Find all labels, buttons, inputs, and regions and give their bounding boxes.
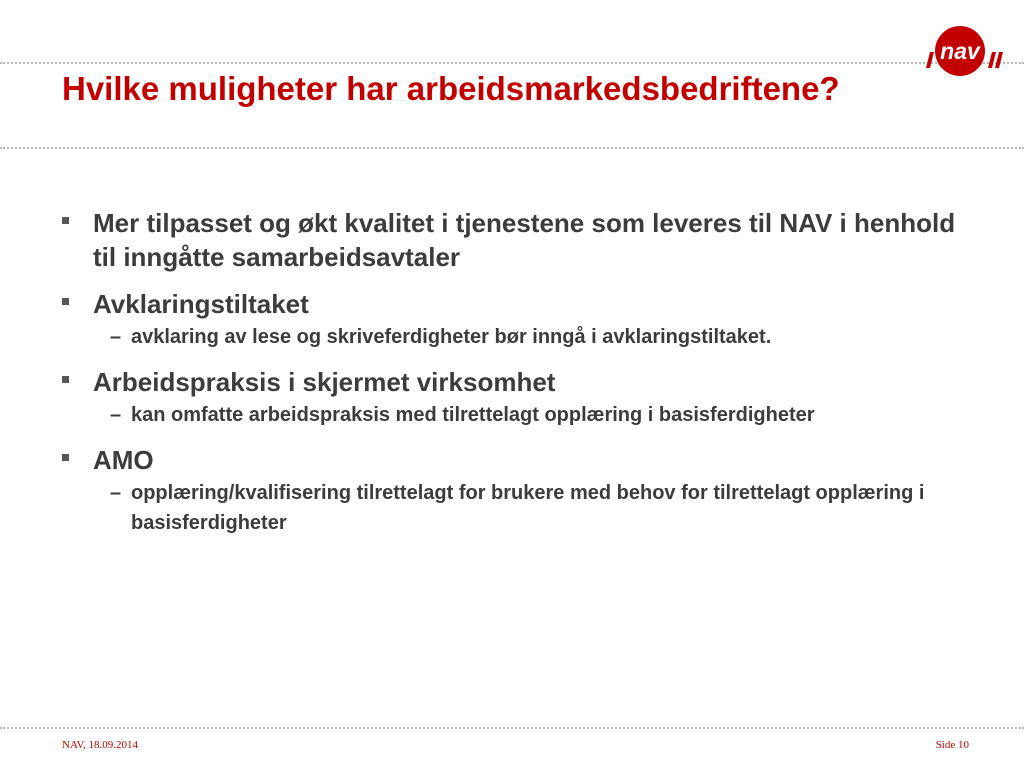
nav-logo-text: nav	[940, 38, 980, 64]
dash-bullet-icon: –	[110, 482, 122, 504]
sub-bullet-item	[93, 478, 962, 538]
nav-logo	[922, 24, 1004, 80]
bullet-item	[62, 287, 962, 352]
title-divider	[0, 147, 1024, 149]
sub-bullet-text: kan omfatte arbeidspraksis med tilrettelagt opplæring i basisferdigheter	[131, 404, 815, 426]
bullet-text: AMO	[93, 445, 154, 475]
footer-date: NAV, 18.09.2014	[62, 739, 138, 751]
page-number: Side 10	[935, 739, 969, 751]
bullet-text: Avklaringstiltaket	[93, 289, 309, 319]
square-bullet-icon	[62, 298, 69, 305]
bullet-item	[62, 443, 962, 538]
dash-bullet-icon: –	[110, 326, 122, 348]
bullet-text: Arbeidspraksis i skjermet virksomhet	[93, 367, 556, 397]
top-divider	[0, 62, 1024, 64]
sub-bullet-text: opplæring/kvalifisering tilrettelagt for brukere med behov for tilrettelagt opplæring i basisferdigheter	[131, 482, 925, 534]
square-bullet-icon	[62, 217, 69, 224]
footer-divider	[0, 727, 1024, 729]
slide-title: Hvilke muligheter har arbeidsmarkedsbedriftene?	[62, 70, 840, 107]
square-bullet-icon	[62, 376, 69, 383]
dash-bullet-icon: –	[110, 404, 122, 426]
sub-bullet-item	[93, 322, 962, 352]
square-bullet-icon	[62, 454, 69, 461]
bullet-item	[62, 206, 962, 274]
bullet-text: Mer tilpasset og økt kvalitet i tjenestene som leveres til NAV i henhold til inngåtte samarbeidsavtaler	[93, 208, 956, 272]
sub-bullet-text: avklaring av lese og skriveferdigheter bør inngå i avklaringstiltaket.	[131, 326, 772, 348]
bullet-list	[62, 206, 962, 538]
sub-bullet-item	[93, 400, 962, 430]
bullet-item	[62, 365, 962, 430]
